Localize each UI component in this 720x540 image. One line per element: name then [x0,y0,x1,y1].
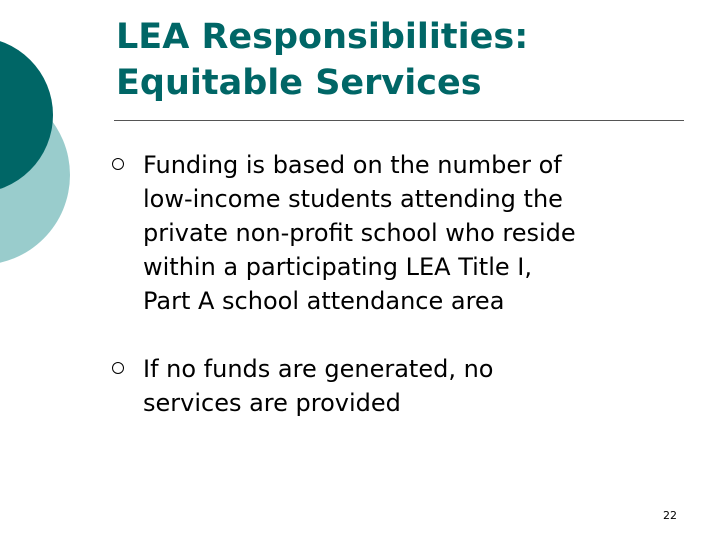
bullet-line: If no funds are generated, no [143,355,494,383]
bullet-line: services are provided [143,389,401,417]
bullet-line: private non-profit school who reside [143,219,576,247]
page-number: 22 [663,509,677,522]
bullet-list [112,148,692,420]
circle-bullet-icon [112,158,124,170]
bullet-item [112,148,692,318]
title-divider [114,120,684,121]
bullet-line: low-income students attending the [143,185,563,213]
title-line: Equitable Services [116,63,482,103]
bullet-line: within a participating LEA Title I, [143,253,532,281]
circle-bullet-icon [112,362,124,374]
bullet-line: Funding is based on the number of [143,151,562,179]
title-line: LEA Responsibilities: [116,17,529,57]
slide-title [116,14,528,106]
decorative-circles [0,0,100,300]
bullet-line: Part A school attendance area [143,287,505,315]
bullet-item [112,352,692,420]
